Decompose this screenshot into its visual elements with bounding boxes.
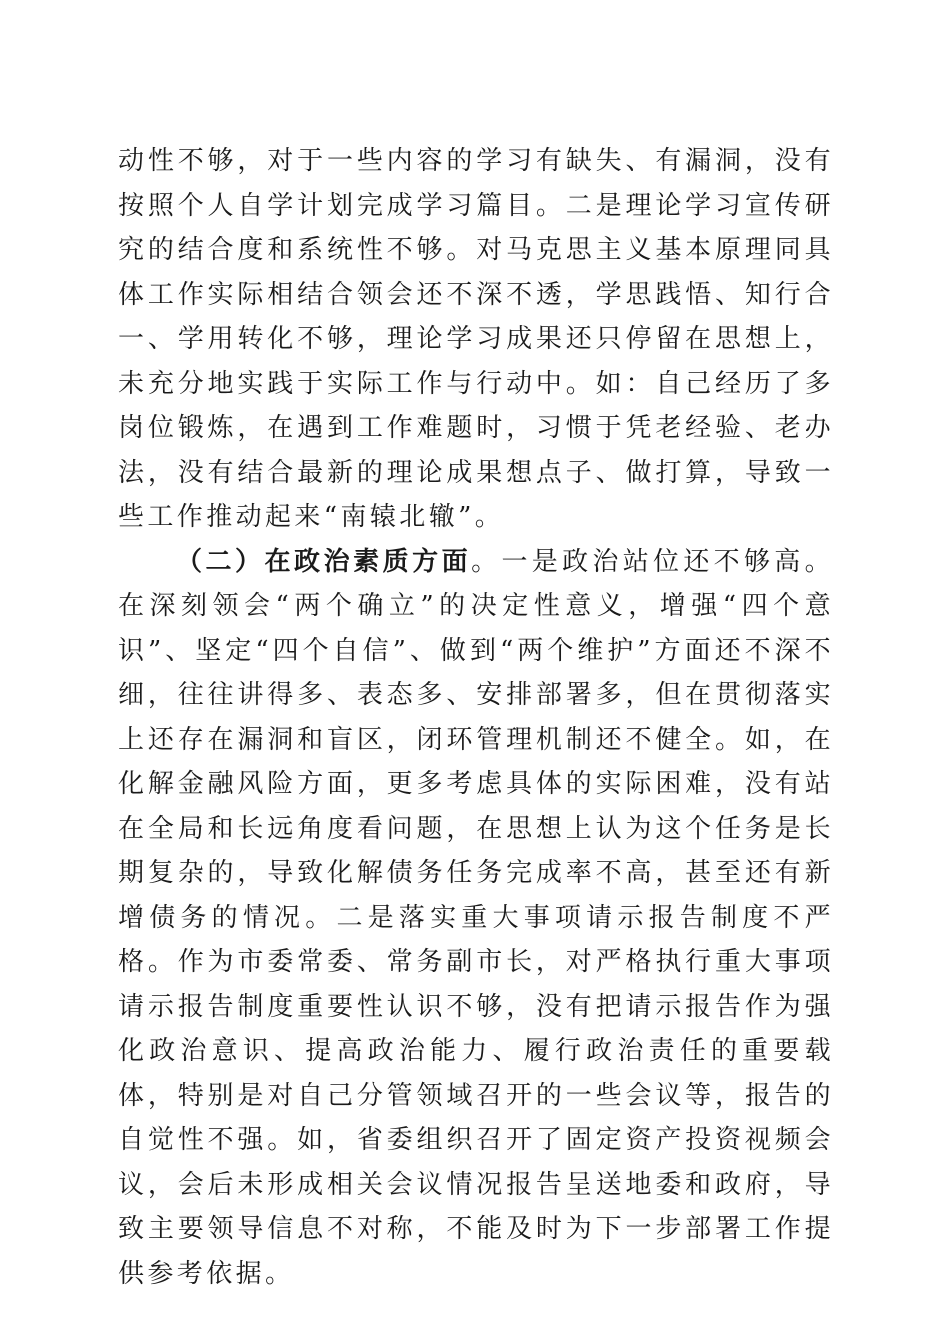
body-paragraph-1	[118, 139, 834, 540]
paragraph-1-text: 动性不够，对于一些内容的学习有缺失、有漏洞，没有按照个人自学计划完成学习篇目。二是理论学习宣传研究的结合度和系统性不够。对马克思主义基本原理同具体工作实际相结合领会还不深不透，学思践悟、知行合一、学用转化不够，理论学习成果还只停留在思想上，未充分地实践于实际工作与行动中。如：自己经历了多岗位锻炼，在遇到工作难题时，习惯于凭老经验、老办法，没有结合最新的理论成果想点子、做打算，导致一些工作推动起来“南辕北辙”。	[118, 146, 834, 532]
section-heading-political-quality: （二）在政治素质方面	[176, 546, 472, 577]
body-paragraph-2	[118, 540, 834, 1297]
paragraph-2-text: 。一是政治站位还不够高。在深刻领会“两个确立”的决定性意义，增强“四个意识”、坚定“四个自信”、做到“两个维护”方面还不深不细，往往讲得多、表态多、安排部署多，但在贯彻落实上还存在漏洞和盲区，闭环管理机制还不健全。如，在化解金融风险方面，更多考虑具体的实际困难，没有站在全局和长远角度看问题，在思想上认为这个任务是长期复杂的，导致化解债务任务完成率不高，甚至还有新增债务的情况。二是落实重大事项请示报告制度不严格。作为市委常委、常务副市长，对严格执行重大事项请示报告制度重要性认识不够，没有把请示报告作为强化政治意识、提高政治能力、履行政治责任的重要载体，特别是对自己分管领域召开的一些会议等，报告的自觉性不强。如，省委组织召开了固定资产投资视频会议，会后未形成相关会议情况报告呈送地委和政府，导致主要领导信息不对称，不能及时为下一步部署工作提供参考依据。	[118, 546, 834, 1289]
